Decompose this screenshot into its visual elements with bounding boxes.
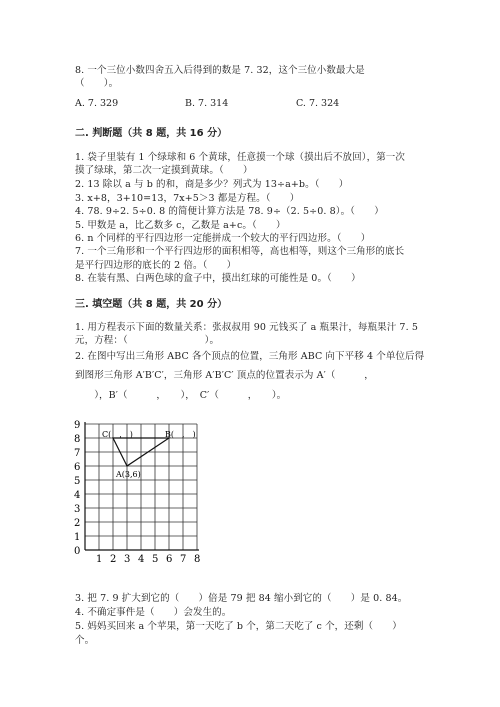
judge-line: 8. 在装有黑、白两色球的盒子中，摸出红球的可能性是 0。（ ） bbox=[75, 273, 361, 284]
x-tick-label: 5 bbox=[152, 554, 159, 565]
option-b: B. 7. 314 bbox=[185, 98, 229, 109]
judge-line: 4. 78. 9÷2. 5÷0. 8 的简便计算方法是 78. 9÷（2. 5÷0. 8）。（ ） bbox=[75, 206, 384, 217]
fill-line: 到图形三角形 A′B′C′，三角形 A′B′C′ 顶点的位置表示为 A′（ ， bbox=[75, 370, 374, 381]
fill-line: 2. 在图中写出三角形 ABC 各个顶点的位置，三角形 ABC 向下平移 4 个单位后得 bbox=[75, 351, 425, 362]
y-tick-label: 5 bbox=[74, 476, 81, 487]
fill-line: 元，方程：（ ）。 bbox=[75, 335, 220, 346]
x-tick-label: 6 bbox=[166, 554, 173, 565]
y-tick-label: 3 bbox=[74, 504, 81, 515]
section-2-heading: 二. 判断题（共 8 题，共 16 分） bbox=[75, 128, 228, 139]
x-tick-label: 4 bbox=[138, 554, 145, 565]
judge-line: 5. 甲数是 a，比乙数多 c，乙数是 a+c。（ ） bbox=[75, 220, 286, 231]
grid-lines bbox=[85, 424, 197, 550]
judge-line: 6. n 个同样的平行四边形一定能拼成一个较大的平行四边形。（ ） bbox=[75, 233, 371, 244]
fill-line: 4. 不确定事件是（ ）会发生的。 bbox=[75, 607, 232, 618]
fill-line: 3. 把 7. 9 扩大到它的（ ）倍是 79 把 84 缩小到它的（ ）是 0. 84。 bbox=[75, 593, 408, 604]
judge-line: 7. 一个三角形和一个平行四边形的面积相等，高也相等，则这个三角形的底长 bbox=[75, 246, 405, 257]
y-tick-label: 7 bbox=[74, 448, 81, 459]
y-tick-label: 6 bbox=[74, 462, 81, 473]
y-tick-label: 2 bbox=[74, 518, 81, 529]
coordinate-grid-figure bbox=[75, 418, 210, 568]
vertex-label-a: A(3,6) bbox=[116, 470, 141, 479]
y-tick-label: 0 bbox=[74, 546, 81, 557]
section-3-heading: 三. 填空题（共 8 题，共 20 分） bbox=[75, 299, 228, 310]
fill-line: 5. 妈妈买回来 a 个苹果，第一天吃了 b 个，第二天吃了 c 个，还剩（ ） bbox=[75, 621, 402, 632]
judge-line: 3. x+8，3+10=13，7x+5＞3 都是方程。（ ） bbox=[75, 193, 300, 204]
y-tick-label: 9 bbox=[74, 420, 81, 431]
judge-line: 摸了绿球，第二次一定摸到黄球。（ ） bbox=[75, 165, 253, 176]
fill-line: 1. 用方程表示下面的数量关系：张叔叔用 90 元钱买了 a 瓶果汁，每瓶果汁 7. 5 bbox=[75, 322, 418, 333]
x-tick-label: 2 bbox=[110, 554, 117, 565]
x-tick-label: 7 bbox=[180, 554, 187, 565]
question-8-line-1: 8. 一个三位小数四舍五入后得到的数是 7. 32，这个三位小数最大是 bbox=[75, 65, 365, 76]
x-tick-label: 3 bbox=[124, 554, 131, 565]
y-tick-label: 4 bbox=[74, 490, 81, 501]
fill-line: ），B′（ ， ）， C′（ ， ）。 bbox=[75, 390, 287, 401]
judge-line: 2. 13 除以 a 与 b 的和，商是多少？列式为 13÷a+b。（ ） bbox=[75, 179, 349, 190]
vertex-label-c: C( , ) bbox=[102, 430, 133, 439]
vertex-label-b: B( , ) bbox=[165, 430, 196, 439]
x-tick-label: 1 bbox=[96, 554, 103, 565]
y-tick-label: 1 bbox=[74, 532, 81, 543]
axes bbox=[85, 422, 199, 550]
fill-line: 个。 bbox=[75, 635, 95, 646]
judge-line: 是平行四边形的底长的 2 倍。（ ） bbox=[75, 260, 237, 271]
option-a: A. 7. 329 bbox=[75, 98, 119, 109]
question-8-line-2: （ ）。 bbox=[75, 78, 119, 89]
option-c: C. 7. 324 bbox=[296, 98, 340, 109]
y-tick-label: 8 bbox=[74, 434, 81, 445]
x-tick-label: 8 bbox=[194, 554, 201, 565]
judge-line: 1. 袋子里装有 1 个绿球和 6 个黄球，任意摸一个球（摸出后不放回），第一次 bbox=[75, 152, 406, 163]
